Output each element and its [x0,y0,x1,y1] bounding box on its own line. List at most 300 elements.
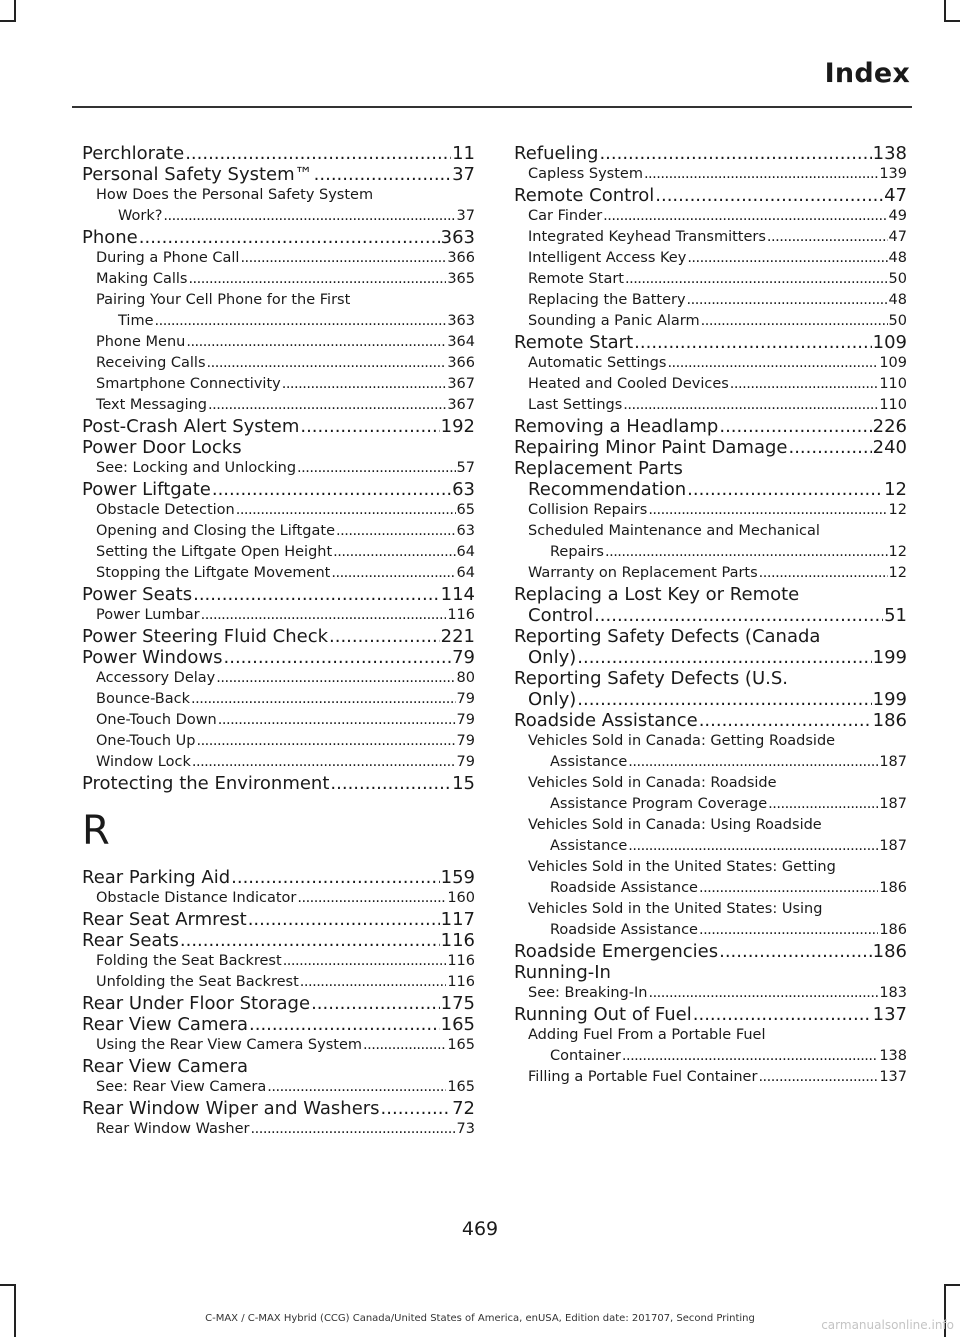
dot-leader [687,248,887,269]
index-subentry-line: Vehicles Sold in the United States: Getting [528,859,836,875]
index-subentry [514,1067,907,1088]
page-ref: 363 [447,313,475,329]
page-ref: 64 [456,544,475,560]
dot-leader [139,227,440,248]
page-ref: 363 [440,227,475,248]
index-entry [514,437,907,458]
dot-leader [236,500,456,521]
index-subentry [82,542,475,563]
entry-label: Replacing the Battery [528,292,686,308]
entry-label: Accessory Delay [96,670,216,686]
entry-label: Rear Under Floor Storage [82,993,311,1014]
index-subentry [82,972,475,993]
dot-leader [644,164,878,185]
index-entry [82,909,475,930]
dot-leader [333,542,455,563]
index-entry [82,416,475,437]
index-subentry [82,563,475,584]
index-subentry [514,353,907,374]
dot-leader [719,416,871,437]
dot-leader [687,290,888,311]
dot-leader [693,1004,872,1025]
index-subentry-line: Vehicles Sold in Canada: Getting Roadside [528,733,836,749]
dot-leader [192,752,456,773]
page-ref: 114 [440,584,475,605]
entry-label: Rear Parking Aid [82,867,231,888]
dot-leader [240,248,446,269]
index-column-left [82,143,475,1140]
dot-leader [224,647,452,668]
index-subentry [514,269,907,290]
page-ref: 165 [447,1037,475,1053]
index-block-r [82,867,475,1140]
entry-label: Personal Safety System™ [82,164,313,185]
entry-label: Stopping the Liftgate Movement [96,565,331,581]
entry-label: Assistance Program Coverage [550,796,768,812]
page-ref: 186 [872,710,907,731]
dot-leader [331,563,455,584]
index-subentry [82,332,475,353]
entry-label: Last Settings [528,397,623,413]
index-entry [514,647,907,668]
entry-label: Recommendation [528,479,687,500]
entry-label: Remote Start [514,332,634,353]
index-heading: Reporting Safety Defects (Canada [514,626,821,647]
page-ref: 367 [447,397,475,413]
index-entry [514,185,907,206]
crop-mark [14,1284,16,1337]
crop-mark [944,0,946,22]
index-heading: Replacement Parts [514,458,683,479]
watermark: carmanualsonline.info [821,1318,954,1332]
page-ref: 49 [888,208,907,224]
entry-label: Rear Seats [82,930,179,951]
index-entry [82,773,475,794]
index-subentry [514,542,907,563]
page-ref: 221 [440,626,475,647]
page-ref: 187 [879,754,907,770]
index-entry [514,1004,907,1025]
page-ref: 160 [447,890,475,906]
index-entry [82,479,475,500]
crop-mark [0,1284,16,1286]
entry-label: Work? [118,208,163,224]
page-ref: 47 [884,185,907,206]
entry-label: Obstacle Detection [96,502,235,518]
index-subentry [82,374,475,395]
index-block-p [82,143,475,794]
page-ref: 186 [872,941,907,962]
entry-label: Roadside Emergencies [514,941,719,962]
dot-leader [759,563,888,584]
dot-leader [667,353,878,374]
page-ref: 137 [872,1004,907,1025]
index-entry [82,993,475,1014]
page-ref: 79 [456,691,475,707]
page-ref: 187 [879,796,907,812]
index-subentry-line: Adding Fuel From a Portable Fuel [528,1027,766,1043]
dot-leader [363,1035,446,1056]
index-subentry [514,311,907,332]
index-heading: Rear View Camera [82,1056,248,1077]
page-ref: 79 [456,733,475,749]
index-heading: Running-In [514,962,611,983]
dot-leader [185,143,451,164]
entry-label: Rear Window Washer [96,1121,250,1137]
entry-label: Unfolding the Seat Backrest [96,974,299,990]
dot-leader [311,993,440,1014]
entry-label: Running Out of Fuel [514,1004,692,1025]
index-subentry-line: Vehicles Sold in Canada: Roadside [528,775,777,791]
dot-leader [758,1067,878,1088]
page-ref: 199 [872,647,907,668]
page-ref: 137 [879,1069,907,1085]
entry-label: Automatic Settings [528,355,667,371]
dot-leader [719,941,872,962]
index-subentry [82,353,475,374]
entry-label: Obstacle Distance Indicator [96,890,297,906]
dot-leader [248,909,440,930]
entry-label: Control [528,605,594,626]
index-heading: Replacing a Lost Key or Remote [514,584,800,605]
page-ref: 366 [447,355,475,371]
entry-label: Container [550,1048,621,1064]
page-ref: 12 [888,565,907,581]
entry-label: Power Lumbar [96,607,200,623]
entry-label: Power Steering Fluid Check [82,626,329,647]
index-entry [82,626,475,647]
page-ref: 159 [440,867,475,888]
page-ref: 138 [879,1048,907,1064]
entry-label: Collision Repairs [528,502,648,518]
entry-label: During a Phone Call [96,250,240,266]
dot-leader [577,689,871,710]
entry-label: Integrated Keyhead Transmitters [528,229,766,245]
page-ref: 116 [447,974,475,990]
entry-label: Car Finder [528,208,603,224]
index-subentry [514,500,907,521]
entry-label: Remote Start [528,271,624,287]
page-ref: 109 [879,355,907,371]
index-subentry [82,668,475,689]
entry-label: Refueling [514,143,599,164]
entry-label: Text Messaging [96,397,207,413]
index-subentry [82,605,475,626]
dot-leader [623,395,878,416]
dot-leader [218,710,456,731]
dot-leader [622,1046,878,1067]
dot-leader [208,395,446,416]
index-entry [82,867,475,888]
dot-leader [699,710,872,731]
index-entry [514,941,907,962]
index-subentry-line: Vehicles Sold in Canada: Using Roadside [528,817,822,833]
page-ref: 51 [884,605,907,626]
index-subentry [82,458,475,479]
entry-label: Remote Control [514,185,655,206]
page-ref: 79 [452,647,475,668]
index-entry [82,227,475,248]
dot-leader [687,479,883,500]
index-subentry [514,920,907,941]
dot-leader [699,878,878,899]
index-subentry [82,689,475,710]
page-ref: 226 [872,416,907,437]
entry-label: Repairing Minor Paint Damage [514,437,788,458]
entry-label: Setting the Liftgate Open Height [96,544,333,560]
dot-leader [699,920,878,941]
entry-label: Time [118,313,154,329]
page-ref: 187 [879,838,907,854]
dot-leader [180,930,440,951]
dot-leader [577,647,871,668]
entry-label: Bounce-Back [96,691,191,707]
dot-leader [701,311,888,332]
dot-leader [193,584,440,605]
dot-leader [191,689,456,710]
entry-label: Roadside Assistance [550,880,698,896]
entry-label: Opening and Closing the Liftgate [96,523,336,539]
index-subentry [82,710,475,731]
entry-label: Filling a Portable Fuel Container [528,1069,758,1085]
page-ref: 117 [440,909,475,930]
index-entry [514,710,907,731]
index-entry [514,332,907,353]
page-ref: 64 [456,565,475,581]
index-subentry [82,951,475,972]
header-rule [72,106,912,108]
page-ref: 65 [456,502,475,518]
page-ref: 165 [447,1079,475,1095]
dot-leader [628,836,878,857]
page-ref: 110 [879,397,907,413]
dot-leader [634,332,871,353]
entry-label: Intelligent Access Key [528,250,687,266]
dot-leader [300,972,447,993]
page-ref: 138 [872,143,907,164]
dot-leader [212,479,451,500]
entry-label: Phone Menu [96,334,186,350]
page-ref: 110 [879,376,907,392]
page-ref: 139 [879,166,907,182]
entry-label: Assistance [550,838,628,854]
dot-leader [283,951,447,972]
entry-label: Power Windows [82,647,223,668]
entry-label: Post-Crash Alert System [82,416,300,437]
index-subentry [514,290,907,311]
crop-mark [14,0,16,22]
index-subentry-line: Pairing Your Cell Phone for the First [96,292,351,308]
index-subentry-line: Vehicles Sold in the United States: Using [528,901,823,917]
dot-leader [336,521,456,542]
index-entry [82,1098,475,1119]
index-subentry [514,395,907,416]
page-ref: 63 [452,479,475,500]
dot-leader [648,500,887,521]
index-subentry [82,206,475,227]
entry-label: Only) [528,647,577,668]
index-entry [82,647,475,668]
page-ref: 50 [888,271,907,287]
entry-label: Repairs [550,544,604,560]
index-subentry [82,731,475,752]
entry-label: See: Breaking-In [528,985,648,1001]
page-ref: 366 [447,250,475,266]
index-subentry [514,878,907,899]
section-letter: R [82,808,110,854]
page-number: 469 [461,1218,499,1240]
page-ref: 12 [888,502,907,518]
dot-leader [282,374,447,395]
dot-leader [267,1077,446,1098]
entry-label: Only) [528,689,577,710]
page-ref: 79 [456,754,475,770]
index-subentry [514,374,907,395]
page-ref: 365 [447,271,475,287]
entry-label: Warranty on Replacement Parts [528,565,758,581]
page-ref: 192 [440,416,475,437]
page-ref: 364 [447,334,475,350]
entry-label: Rear Window Wiper and Washers [82,1098,380,1119]
index-entry [82,930,475,951]
entry-label: Using the Rear View Camera System [96,1037,363,1053]
index-subentry [82,269,475,290]
dot-leader [196,731,455,752]
dot-leader [381,1098,452,1119]
dot-leader [648,983,878,1004]
dot-leader [163,206,455,227]
dot-leader [186,332,446,353]
page-ref: 165 [440,1014,475,1035]
index-subentry [514,1046,907,1067]
page-ref: 12 [888,544,907,560]
dot-leader [655,185,883,206]
dot-leader [216,668,455,689]
dot-leader [594,605,883,626]
dot-leader [300,416,439,437]
dot-leader [330,773,451,794]
entry-label: Roadside Assistance [514,710,698,731]
entry-label: One-Touch Down [96,712,217,728]
footer-text: C-MAX / C-MAX Hybrid (CCG) Canada/United States of America, enUSA, Edition date: 201707, Second Printing [205,1313,755,1324]
dot-leader [767,227,888,248]
index-subentry [514,836,907,857]
dot-leader [329,626,440,647]
entry-label: Roadside Assistance [550,922,698,938]
crop-mark [944,1284,960,1286]
page-ref: 12 [884,479,907,500]
index-entry [514,479,907,500]
index-entry [82,143,475,164]
page-ref: 47 [888,229,907,245]
page-ref: 37 [452,164,475,185]
entry-label: Protecting the Environment [82,773,330,794]
page-ref: 57 [456,460,475,476]
page-ref: 79 [456,712,475,728]
dot-leader [155,311,447,332]
page-ref: 116 [447,607,475,623]
page-ref: 186 [879,922,907,938]
entry-label: Receiving Calls [96,355,206,371]
index-subentry [82,1035,475,1056]
entry-label: See: Locking and Unlocking [96,460,297,476]
index-subentry [82,888,475,909]
page-ref: 109 [872,332,907,353]
entry-label: Rear Seat Armrest [82,909,247,930]
index-subentry [82,311,475,332]
page-ref: 11 [452,143,475,164]
dot-leader [314,164,451,185]
page-ref: 50 [888,313,907,329]
index-entry [82,584,475,605]
index-subentry [514,794,907,815]
dot-leader [628,752,878,773]
crop-mark [0,20,16,22]
index-subentry-line: How Does the Personal Safety System [96,187,374,203]
index-subentry [514,227,907,248]
dot-leader [297,458,456,479]
dot-leader [599,143,871,164]
page-ref: 15 [452,773,475,794]
page-ref: 367 [447,376,475,392]
index-entry [82,164,475,185]
page-ref: 48 [888,292,907,308]
dot-leader [605,542,888,563]
entry-label: Making Calls [96,271,188,287]
page-title: Index [824,58,910,89]
index-subentry [514,248,907,269]
index-subentry [514,206,907,227]
page-ref: 73 [456,1121,475,1137]
entry-label: Folding the Seat Backrest [96,953,282,969]
dot-leader [201,605,447,626]
entry-label: Window Lock [96,754,191,770]
entry-label: See: Rear View Camera [96,1079,267,1095]
index-entry [514,689,907,710]
entry-label: Sounding a Panic Alarm [528,313,700,329]
page-ref: 116 [447,953,475,969]
index-subentry [82,1119,475,1140]
index-subentry [514,563,907,584]
dot-leader [188,269,446,290]
index-subentry [82,521,475,542]
entry-label: Capless System [528,166,643,182]
index-subentry [82,248,475,269]
index-entry [82,1014,475,1035]
page-ref: 63 [456,523,475,539]
index-entry [514,143,907,164]
page-ref: 183 [879,985,907,1001]
index-entry [514,605,907,626]
page-ref: 48 [888,250,907,266]
index-subentry [82,500,475,521]
index-subentry [82,395,475,416]
entry-label: Power Seats [82,584,193,605]
page-ref: 37 [456,208,475,224]
index-heading: Reporting Safety Defects (U.S. [514,668,788,689]
dot-leader [625,269,888,290]
entry-label: Perchlorate [82,143,185,164]
dot-leader [207,353,447,374]
dot-leader [603,206,887,227]
entry-label: Power Liftgate [82,479,211,500]
index-subentry-line: Scheduled Maintenance and Mechanical [528,523,820,539]
dot-leader [730,374,879,395]
entry-label: Removing a Headlamp [514,416,719,437]
entry-label: Smartphone Connectivity [96,376,281,392]
entry-label: Rear View Camera [82,1014,248,1035]
page-ref: 175 [440,993,475,1014]
